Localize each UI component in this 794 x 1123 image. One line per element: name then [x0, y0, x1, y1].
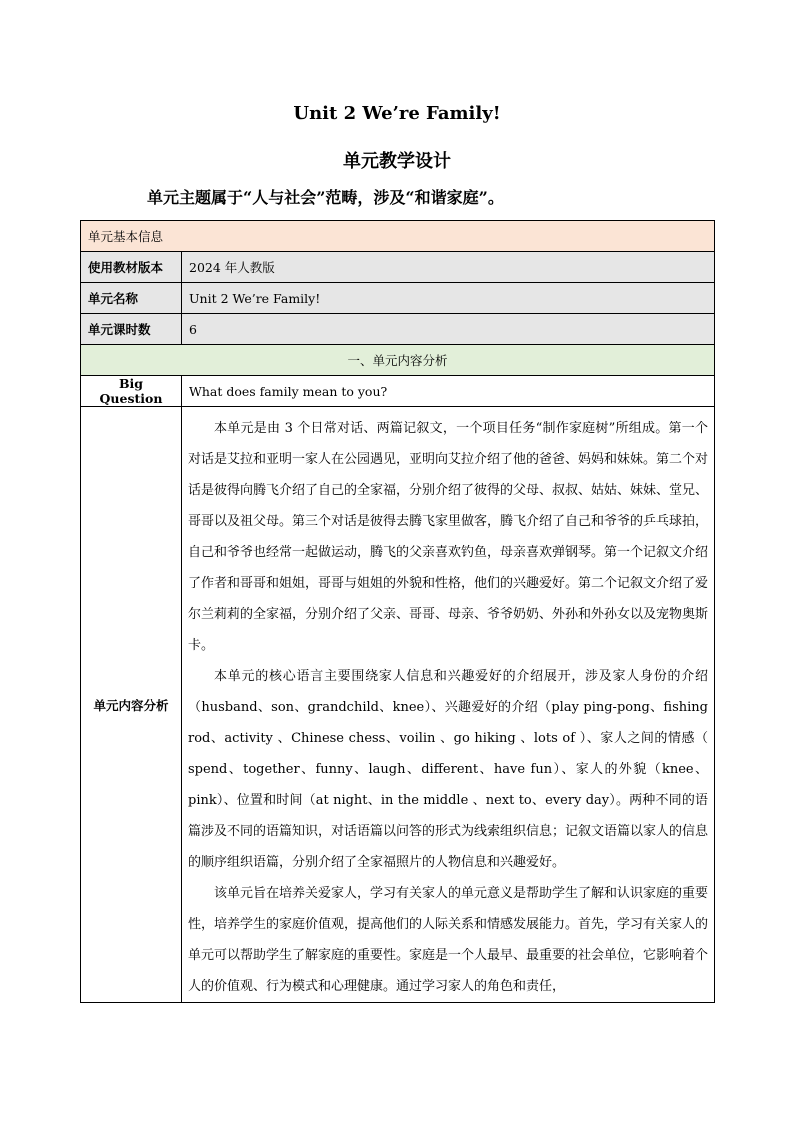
- row-value: 6: [182, 314, 715, 345]
- analysis-row: [81, 407, 715, 1003]
- table-row: [81, 283, 715, 314]
- analysis-label: 单元内容分析: [81, 407, 182, 1003]
- analysis-paragraph: 本单元是由 3 个日常对话、两篇记叙文，一个项目任务“制作家庭树”所组成。第一个对话是艾拉和亚明一家人在公园遇见，亚明向艾拉介绍了他的爸爸、妈妈和妹妹。第二个对话是彼得向腾飞介绍了自己的全家福，分别介绍了彼得的父母、叔叔、姑姑、妹妹、堂兄、哥哥以及祖父母。第三个对话是彼得去腾飞家里做客，腾飞介绍了自己和爷爷的乒乓球拍，自己和爷爷也经常一起做运动，腾飞的父亲喜欢钓鱼，母亲喜欢弹钢琴。第一个记叙文介绍了作者和哥哥和姐姐，哥哥与姐姐的外貌和性格，他们的兴趣爱好。第二个记叙文介绍了爱尔兰莉莉的全家福，分别介绍了父亲、哥哥、母亲、爷爷奶奶、外孙和外孙女以及宠物奥斯卡。: [188, 421, 709, 653]
- section-header: 一、单元内容分析: [81, 345, 715, 376]
- row-value: Unit 2 We’re Family!: [182, 283, 715, 314]
- table-row: [81, 314, 715, 345]
- analysis-paragraph: 该单元旨在培养关爱家人，学习有关家人的单元意义是帮助学生了解和认识家庭的重要性，培养学生的家庭价值观，提高他们的人际关系和情感发展能力。首先，学习有关家人的单元可以帮助学生了解家庭的重要性。家庭是一个人最早、最重要的社会单位，它影响着个人的价值观、行为模式和心理健康。通过学习家人的角色和责任，: [188, 886, 709, 994]
- row-label: 使用教材版本: [81, 252, 182, 283]
- big-question-label: Big Question: [81, 376, 182, 407]
- analysis-paragraph: 本单元的核心语言主要围绕家人信息和兴趣爱好的介绍展开，涉及家人身份的介绍（husband、son、grandchild、knee）、兴趣爱好的介绍（play ping-pong、fishing rod、activity 、Chinese chess、voilin 、go hiking 、lots of ）、家人之间的情感（ spend、together、funny、laugh、different、have fun）、家人的外貌（knee、pink）、位置和时间（at night、in the middle 、next to、every day）。两种不同的语篇涉及不同的语篇知识，对话语篇以问答的形式为线索组织信息；记叙文语篇以家人的信息的顺序组织语篇，分别介绍了全家福照片的人物信息和兴趣爱好。: [188, 669, 709, 870]
- analysis-content: [182, 407, 715, 1003]
- document-subtitle: 单元教学设计: [343, 151, 451, 172]
- section-header-row: [81, 345, 715, 376]
- basic-info-header: 单元基本信息: [81, 221, 715, 252]
- unit-design-table: [80, 220, 715, 1003]
- basic-info-header-row: [81, 221, 715, 252]
- unit-theme: 单元主题属于“人与社会”范畴，涉及“和谐家庭”。: [147, 188, 504, 207]
- big-question-row: [81, 376, 715, 407]
- table-row: [81, 252, 715, 283]
- row-label: 单元名称: [81, 283, 182, 314]
- row-label: 单元课时数: [81, 314, 182, 345]
- document-title: Unit 2 We’re Family!: [293, 103, 501, 124]
- row-value: 2024 年人教版: [182, 252, 715, 283]
- big-question-value: What does family mean to you?: [182, 376, 715, 407]
